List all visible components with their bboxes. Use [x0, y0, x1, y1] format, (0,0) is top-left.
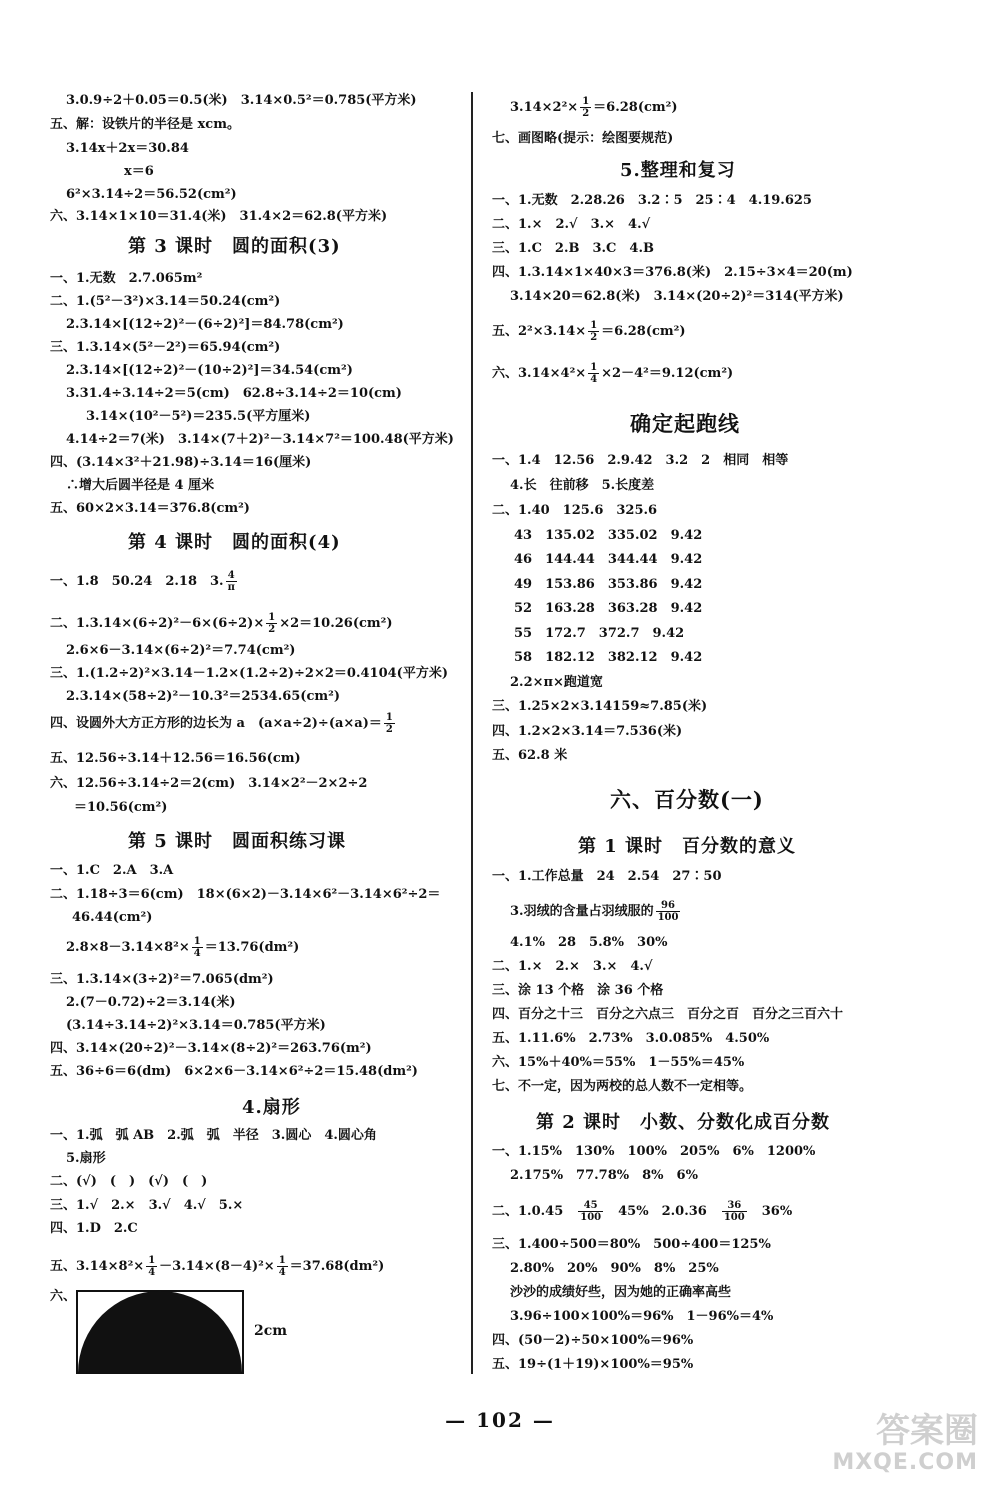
fraction-numerator: 1 [278, 1255, 286, 1266]
answer-text: 六、3.14×4²× [492, 366, 587, 381]
answer-line [510, 900, 682, 923]
answer-line: 三、1.√ 2.× 3.√ 4.√ 5.× [50, 1198, 244, 1213]
fraction [277, 1255, 288, 1278]
section-heading: 第 5 课时 圆面积练习课 [128, 831, 347, 852]
fraction [384, 712, 395, 735]
answer-line: 一、1.弧 弧 AB 2.弧 弧 半径 3.圆心 4.圆心角 [50, 1128, 377, 1143]
answer-line: 六、3.14×1×10＝31.4(米) 31.4×2＝62.8(平方米) [50, 209, 388, 224]
answer-line: x＝6 [124, 164, 154, 179]
fraction [266, 612, 277, 635]
answer-line [492, 1200, 792, 1223]
answer-line: 一、1.无数 2.7.065m² [50, 271, 203, 286]
fraction-denominator: 100 [723, 1212, 745, 1223]
fraction-numerator: 1 [590, 320, 598, 331]
answer-line: 四、百分之十三 百分之六点三 百分之百 百分之三百六十 [492, 1007, 844, 1022]
fraction-denominator: 100 [580, 1212, 602, 1223]
section-heading: 第 2 课时 小数、分数化成百分数 [536, 1112, 831, 1133]
answer-line: 二、1.18÷3＝6(cm) 18×(6×2)－3.14×6²－3.14×6²÷2＝ [50, 887, 441, 902]
answer-line: 五、解：设铁片的半径是 xcm。 [50, 117, 240, 132]
table-row: 55 172.7 372.7 9.42 [514, 626, 685, 641]
answer-line [50, 570, 239, 593]
section-heading: 5.整理和复习 [620, 160, 736, 181]
fraction-denominator: 100 [657, 912, 679, 923]
answer-text: ＝37.68(dm²) [289, 1259, 385, 1274]
fraction-denominator: 2 [268, 624, 276, 635]
fraction-numerator: 45 [578, 1200, 603, 1212]
answer-line: 2.3.14×[(12÷2)²－(6÷2)²]＝84.78(cm²) [66, 317, 344, 332]
fraction [588, 362, 599, 385]
table-row: 46 144.44 344.44 9.42 [514, 552, 703, 567]
answer-line: 3.96÷100×100%＝96% 1－96%＝4% [510, 1309, 774, 1324]
answer-line: 4.长 往前移 5.长度差 [510, 478, 655, 493]
answer-line: 2.2×π×跑道宽 [510, 675, 603, 690]
answer-line: 46.44(cm²) [72, 910, 153, 925]
answer-text: ＝6.28(cm²) [593, 100, 678, 115]
answer-line: 2.3.14×[(12÷2)²－(10÷2)²]＝34.54(cm²) [66, 363, 353, 378]
answer-text: 一、1.8 50.24 2.18 3. [50, 574, 224, 589]
section-heading: 第 3 课时 圆的面积(3) [128, 236, 341, 257]
answer-line [50, 612, 393, 635]
answer-line: 六、 [50, 1289, 77, 1304]
answer-text: 3.羽绒的含量占羽绒服的 [510, 904, 654, 919]
answer-text: 2.8×8－3.14×8²× [66, 940, 190, 955]
fraction-denominator: π [227, 582, 235, 593]
watermark-logo-text: 答案圈 [876, 1411, 978, 1451]
fraction-numerator: 1 [268, 612, 276, 623]
answer-line: 五、19÷(1＋19)×100%＝95% [492, 1357, 694, 1372]
answer-line: 4.1% 28 5.8% 30% [510, 935, 668, 950]
answer-text: 五、2²×3.14× [492, 324, 587, 339]
answer-line: 五、36÷6＝6(dm) 6×2×6－3.14×6²÷2＝15.48(dm²) [50, 1064, 418, 1079]
answer-text: －3.14×(8－4)²× [159, 1259, 275, 1274]
section-heading: 第 4 课时 圆的面积(4) [128, 532, 341, 553]
answer-line: 5.扇形 [66, 1151, 106, 1166]
answer-line [50, 1255, 384, 1278]
answer-line: 3.14×20＝62.8(米) 3.14×(20÷2)²＝314(平方米) [510, 289, 844, 304]
fraction-numerator: 1 [193, 936, 201, 947]
fraction [580, 96, 591, 119]
fraction [722, 1200, 747, 1223]
answer-text: 二、1.0.45 [492, 1204, 564, 1219]
answer-line: 二、1.(5²－3²)×3.14＝50.24(cm²) [50, 294, 281, 309]
answer-line: 三、1.400÷500＝80% 500÷400＝125% [492, 1237, 771, 1252]
page-number: — 102 — [445, 1408, 555, 1432]
answer-text: 四、设圆外大方正方形的边长为 a (a×a÷2)÷(a×a)＝ [50, 716, 382, 731]
answer-line: (3.14÷3.14÷2)²×3.14＝0.785(平方米) [66, 1018, 326, 1033]
column-divider [471, 92, 473, 1374]
fraction-denominator: 4 [148, 1267, 156, 1278]
answer-line: 三、1.(1.2÷2)²×3.14－1.2×(1.2÷2)÷2×2＝0.4104(平方米) [50, 666, 448, 681]
answer-line: 一、1.15% 130% 100% 205% 6% 1200% [492, 1144, 816, 1159]
fraction-numerator: 1 [385, 712, 393, 723]
answer-line: 四、1.2×2×3.14＝7.536(米) [492, 724, 683, 739]
fraction-denominator: 2 [590, 332, 598, 343]
answer-text: ×2＝10.26(cm²) [279, 616, 393, 631]
answer-line: 2.80% 20% 90% 8% 25% [510, 1261, 719, 1276]
answer-line: 一、1.无数 2.28.26 3.2∶5 25∶4 4.19.625 [492, 193, 812, 208]
section-heading: 确定起跑线 [630, 411, 740, 436]
semicircle-figure [76, 1290, 246, 1376]
answer-line: 二、1.× 2.√ 3.× 4.√ [492, 217, 651, 232]
fraction-denominator: 2 [582, 108, 590, 119]
answer-line: 七、画图略(提示：绘图要规范) [492, 131, 674, 146]
answer-text: 3.14×2²× [510, 100, 579, 115]
fraction-denominator: 2 [385, 724, 393, 735]
answer-line: 三、1.25×2×3.14159≈7.85(米) [492, 699, 708, 714]
fraction [656, 900, 681, 923]
answer-line: 三、1.C 2.B 3.C 4.B [492, 241, 654, 256]
answer-line: 四、(50－2)÷50×100%＝96% [492, 1333, 694, 1348]
fraction [192, 936, 203, 959]
answer-text: 五、3.14×8²× [50, 1259, 145, 1274]
fraction-denominator: 4 [193, 948, 201, 959]
answer-line: 2.(7－0.72)÷2＝3.14(米) [66, 995, 236, 1010]
section-heading: 4.扇形 [242, 1097, 301, 1118]
answer-line [492, 362, 733, 385]
fraction-numerator: 1 [582, 96, 590, 107]
answer-line: 2.175% 77.78% 8% 6% [510, 1168, 698, 1183]
answer-line: 一、1.工作总量 24 2.54 27∶50 [492, 869, 722, 884]
watermark-url: MXQE.COM [832, 1450, 978, 1475]
answer-line: 三、涂 13 个格 涂 36 个格 [492, 983, 664, 998]
table-row: 43 135.02 335.02 9.42 [514, 528, 703, 543]
fraction-numerator: 96 [656, 900, 681, 912]
answer-line: 七、不一定，因为两校的总人数不一定相等。 [492, 1079, 753, 1094]
answer-line: 6²×3.14÷2＝56.52(cm²) [66, 187, 237, 202]
answer-line: 六、15%＋40%＝55% 1－55%＝45% [492, 1055, 745, 1070]
answer-line: 三、1.3.14×(5²－2²)＝65.94(cm²) [50, 340, 281, 355]
answer-line: 二、1.40 125.6 325.6 [492, 503, 658, 518]
answer-line: 3.14×(10²－5²)＝235.5(平方厘米) [86, 409, 311, 424]
answer-line: 四、(3.14×3²＋21.98)÷3.14＝16(厘米) [50, 455, 312, 470]
table-row: 49 153.86 353.86 9.42 [514, 577, 703, 592]
section-heading: 第 1 课时 百分数的意义 [578, 836, 797, 857]
answer-line: 4.14÷2＝7(米) 3.14×(7＋2)²－3.14×7²＝100.48(平方米) [66, 432, 454, 447]
answer-line: 六、12.56÷3.14÷2＝2(cm) 3.14×2²－2×2÷2 [50, 776, 368, 791]
watermark [832, 1412, 978, 1476]
answer-line: 3.31.4÷3.14÷2＝5(cm) 62.8÷3.14÷2＝10(cm) [66, 386, 402, 401]
answer-line: 一、1.4 12.56 2.9.42 3.2 2 相同 相等 [492, 453, 789, 468]
answer-line: 一、1.C 2.A 3.A [50, 863, 174, 878]
answer-line: 2.3.14×(58÷2)²－10.3²＝2534.65(cm²) [66, 689, 340, 704]
fraction-numerator: 4 [226, 570, 237, 582]
answer-line: ∴增大后圆半径是 4 厘米 [66, 478, 215, 493]
answer-line: 3.14x＋2x＝30.84 [66, 141, 189, 156]
answer-text: 二、1.3.14×(6÷2)²－6×(6÷2)× [50, 616, 265, 631]
table-row: 58 182.12 382.12 9.42 [514, 650, 703, 665]
answer-text: ＝6.28(cm²) [601, 324, 686, 339]
answer-line: 2.6×6－3.14×(6÷2)²＝7.74(cm²) [66, 643, 296, 658]
fraction-denominator: 4 [590, 374, 598, 385]
section-heading: 六、百分数(一) [610, 787, 764, 812]
answer-line: ＝10.56(cm²) [74, 800, 168, 815]
table-row: 52 163.28 363.28 9.42 [514, 601, 703, 616]
answer-line: 沙沙的成绩好些，因为她的正确率高些 [510, 1285, 732, 1300]
fraction-numerator: 1 [148, 1255, 156, 1266]
answer-line [50, 712, 397, 735]
answer-line [492, 320, 686, 343]
answer-line: 二、1.× 2.× 3.× 4.√ [492, 959, 653, 974]
answer-line [66, 936, 299, 959]
answer-line [510, 96, 678, 119]
figure-label: 2cm [254, 1323, 288, 1339]
answer-line: 3.0.9÷2＋0.05＝0.5(米) 3.14×0.5²＝0.785(平方米) [66, 93, 417, 108]
answer-line: 二、(√) ( ) (√) ( ) [50, 1174, 208, 1189]
answer-text: 36% [761, 1204, 793, 1219]
fraction-numerator: 36 [722, 1200, 747, 1212]
answer-line: 五、60×2×3.14＝376.8(cm²) [50, 501, 250, 516]
answer-text: 45% 2.0.36 [618, 1204, 707, 1219]
answer-line: 四、3.14×(20÷2)²－3.14×(8÷2)²＝263.76(m²) [50, 1041, 372, 1056]
fraction [146, 1255, 157, 1278]
answer-text: ＝13.76(dm²) [204, 940, 300, 955]
answer-text: ×2－4²＝9.12(cm²) [601, 366, 734, 381]
fraction [578, 1200, 603, 1223]
fraction-numerator: 1 [590, 362, 598, 373]
answer-line: 五、1.11.6% 2.73% 3.0.085% 4.50% [492, 1031, 770, 1046]
fraction [226, 570, 237, 593]
fraction-denominator: 4 [278, 1267, 286, 1278]
answer-line: 四、1.3.14×1×40×3＝376.8(米) 2.15÷3×4＝20(m) [492, 265, 853, 280]
fraction [588, 320, 599, 343]
answer-line: 五、62.8 米 [492, 748, 568, 763]
answer-line: 四、1.D 2.C [50, 1221, 138, 1236]
answer-line: 三、1.3.14×(3÷2)²＝7.065(dm²) [50, 972, 274, 987]
answer-line: 五、12.56÷3.14＋12.56＝16.56(cm) [50, 751, 301, 766]
